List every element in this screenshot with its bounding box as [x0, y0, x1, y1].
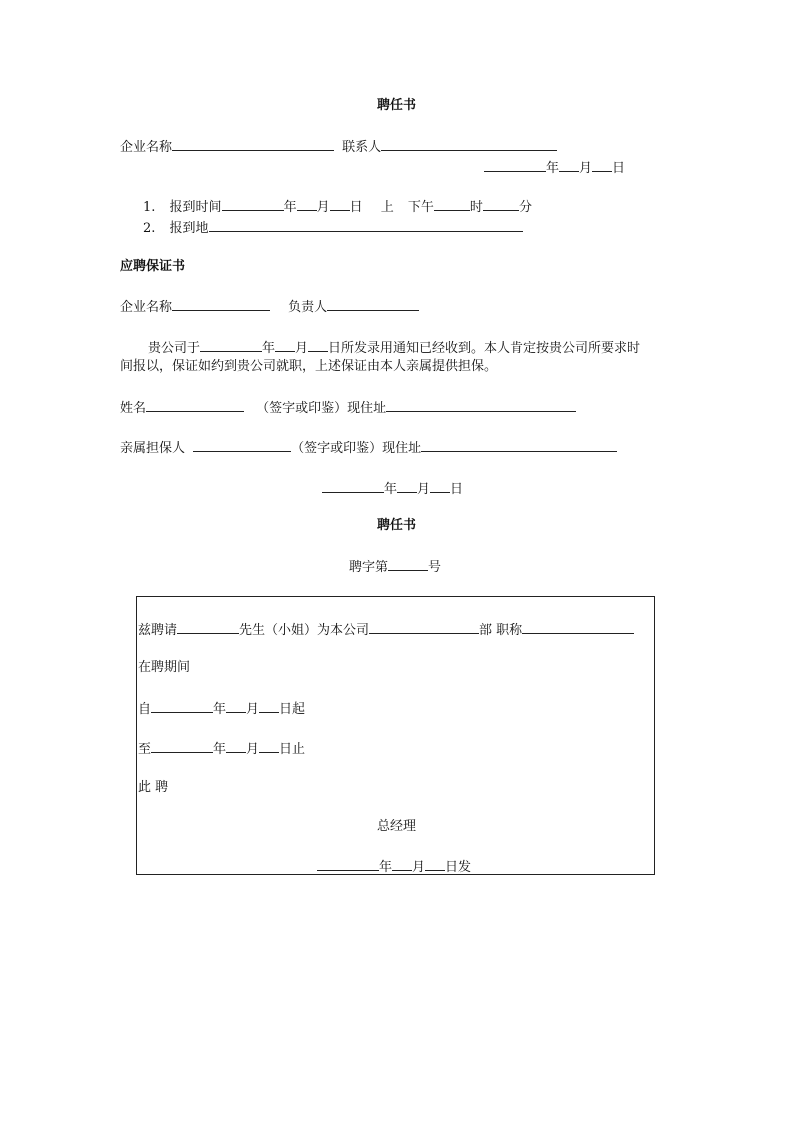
- day-label: 日: [450, 482, 464, 497]
- period-label: 在聘期间: [138, 660, 191, 675]
- section-title-appointment: 聘任书: [376, 518, 416, 533]
- para-lead: 贵公司于: [148, 341, 201, 356]
- company-blank[interactable]: [172, 298, 270, 311]
- month-blank[interactable]: [392, 858, 412, 871]
- year-blank[interactable]: [151, 740, 213, 753]
- day-blank[interactable]: [330, 198, 350, 211]
- list-item-report-time: [143, 198, 532, 216]
- month-label: 月: [417, 482, 431, 497]
- to-prefix: 至: [138, 742, 152, 757]
- hour-blank[interactable]: [434, 198, 470, 211]
- name-line: [120, 399, 576, 417]
- responsible-label: 负责人: [288, 300, 328, 315]
- title-blank[interactable]: [522, 621, 634, 634]
- list-item-report-place: [143, 219, 523, 237]
- year-label: 年: [546, 161, 560, 176]
- date-line-1: [484, 159, 625, 177]
- hire-no-prefix: 聘字第: [349, 560, 389, 575]
- guarantor-blank[interactable]: [193, 439, 291, 452]
- year-label: 年: [283, 200, 297, 215]
- issue-date-line: [317, 858, 471, 876]
- day-label: 日: [349, 200, 363, 215]
- month-label: 月: [246, 742, 260, 757]
- address-blank[interactable]: [386, 399, 576, 412]
- general-manager-label: 总经理: [377, 819, 417, 834]
- contact-label: 联系人: [342, 140, 382, 155]
- hire-no-blank[interactable]: [388, 558, 428, 571]
- month-blank[interactable]: [275, 339, 295, 352]
- from-suffix: 日起: [279, 702, 306, 717]
- day-blank[interactable]: [259, 740, 279, 753]
- name-label: 姓名: [120, 401, 147, 416]
- pm-label: 下午: [407, 200, 434, 215]
- period-from-line: [138, 700, 305, 718]
- guarantee-paragraph-line1: [148, 339, 640, 357]
- am-label: 上: [380, 200, 394, 215]
- day-blank[interactable]: [308, 339, 328, 352]
- address-blank[interactable]: [421, 439, 617, 452]
- hire-number-line: [349, 558, 441, 576]
- year-blank[interactable]: [317, 858, 379, 871]
- place-blank[interactable]: [209, 219, 523, 232]
- page-title: 聘任书: [376, 98, 416, 113]
- year-label: 年: [262, 341, 276, 356]
- from-prefix: 自: [138, 702, 152, 717]
- appoint-prefix: 兹聘请: [138, 623, 178, 638]
- company-blank[interactable]: [172, 138, 334, 151]
- day-blank[interactable]: [592, 159, 612, 172]
- to-suffix: 日止: [279, 742, 306, 757]
- guarantee-paragraph-line2: 间报以，保证如约到贵公司就职，上述保证由本人亲属提供担保。: [120, 359, 498, 374]
- item-number: 2.: [143, 221, 156, 236]
- issue-suffix: 日发: [445, 860, 472, 875]
- company-label: 企业名称: [120, 300, 173, 315]
- period-to-line: [138, 740, 305, 758]
- month-label: 月: [316, 200, 330, 215]
- item-label: 报到地: [169, 221, 209, 236]
- day-blank[interactable]: [425, 858, 445, 871]
- sign-address-label: （签字或印鉴）现住址: [291, 441, 422, 456]
- company-label: 企业名称: [120, 140, 173, 155]
- responsible-blank[interactable]: [327, 298, 419, 311]
- guarantor-label: 亲属担保人: [120, 441, 186, 456]
- day-blank[interactable]: [259, 700, 279, 713]
- year-label: 年: [379, 860, 393, 875]
- year-label: 年: [213, 702, 227, 717]
- month-blank[interactable]: [226, 700, 246, 713]
- person-blank[interactable]: [177, 621, 239, 634]
- year-blank[interactable]: [151, 700, 213, 713]
- company-responsible-line: [120, 298, 419, 316]
- appoint-line: [138, 621, 634, 639]
- month-blank[interactable]: [559, 159, 579, 172]
- guarantor-line: [120, 439, 617, 457]
- year-blank[interactable]: [484, 159, 546, 172]
- name-blank[interactable]: [146, 399, 244, 412]
- date-line-2: [322, 480, 463, 498]
- month-label: 月: [295, 341, 309, 356]
- month-label: 月: [579, 161, 593, 176]
- year-label: 年: [213, 742, 227, 757]
- day-label: 日: [612, 161, 626, 176]
- section-title-guarantee: 应聘保证书: [120, 259, 186, 274]
- month-blank[interactable]: [297, 198, 317, 211]
- title-label: 部 职称: [479, 623, 523, 638]
- para-mid: 日所发录用通知已经收到。本人肯定按贵公司所要求时: [328, 341, 641, 356]
- year-label: 年: [384, 482, 398, 497]
- sign-address-label: （签字或印鉴）现住址: [256, 401, 387, 416]
- hour-label: 时: [469, 200, 483, 215]
- contact-blank[interactable]: [381, 138, 557, 151]
- year-blank[interactable]: [222, 198, 284, 211]
- department-blank[interactable]: [369, 621, 479, 634]
- appoint-mid: 先生（小姐）为本公司: [239, 623, 370, 638]
- month-blank[interactable]: [226, 740, 246, 753]
- minute-label: 分: [518, 200, 532, 215]
- hereby-label: 此 聘: [138, 780, 169, 795]
- item-label: 报到时间: [169, 200, 222, 215]
- month-label: 月: [412, 860, 426, 875]
- appointment-box: [136, 596, 655, 875]
- month-label: 月: [246, 702, 260, 717]
- year-blank[interactable]: [322, 480, 384, 493]
- year-blank[interactable]: [200, 339, 262, 352]
- day-blank[interactable]: [430, 480, 450, 493]
- company-contact-line: [120, 138, 557, 156]
- minute-blank[interactable]: [483, 198, 519, 211]
- hire-no-suffix: 号: [428, 560, 442, 575]
- month-blank[interactable]: [397, 480, 417, 493]
- item-number: 1.: [143, 200, 156, 215]
